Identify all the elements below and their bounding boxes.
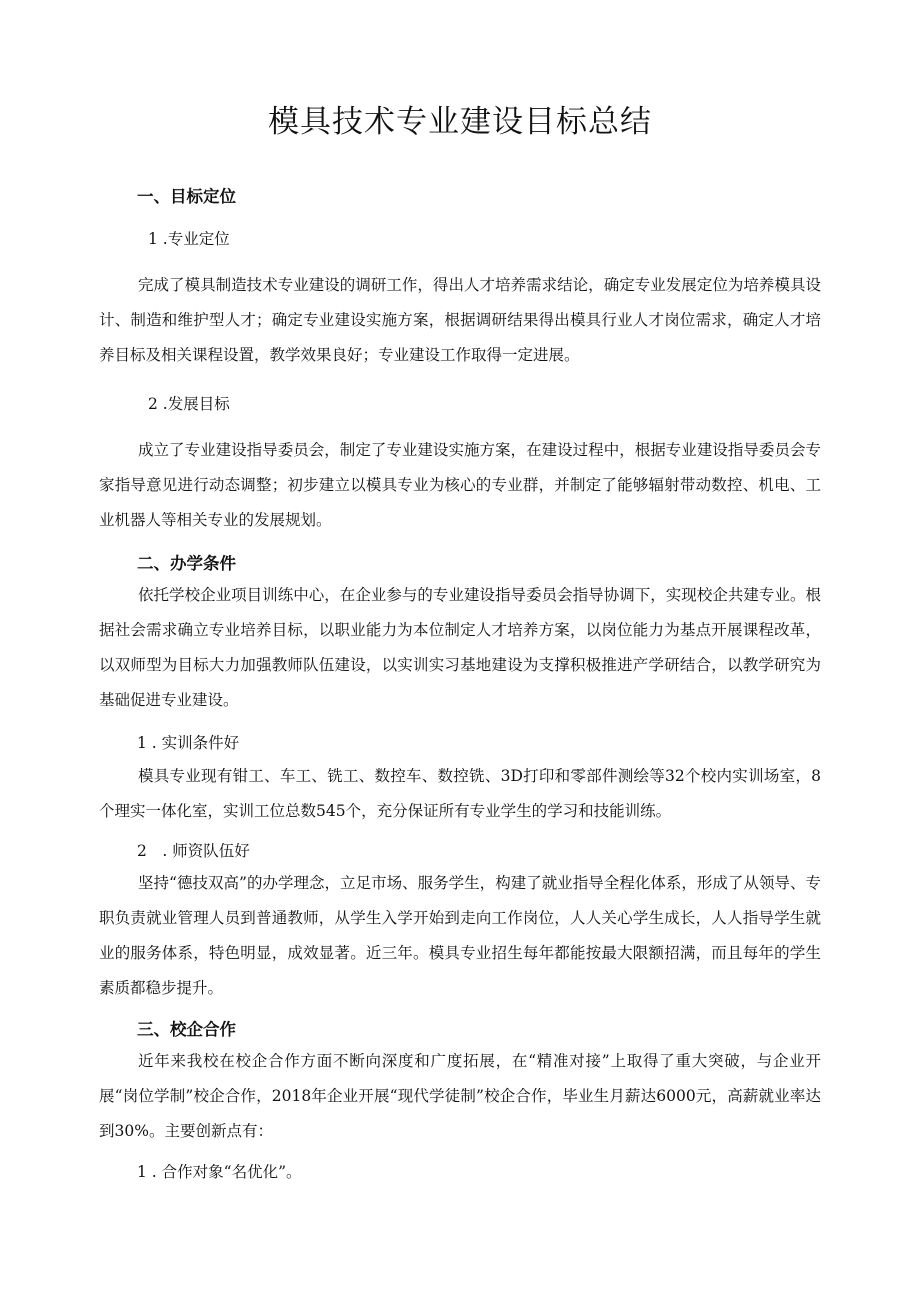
subheading-faculty: 2 . 师资队伍好 (137, 842, 250, 860)
paragraph-school-enterprise-cooperation: 近年来我校在校企合作方面不断向深度和广度拓展，在“精准对接”上取得了重大突破，与企业开展“岗位学制”校企合作，2018年企业开展“现代学徒制”校企合作，毕业生月薪达6000元，高薪就业率达到30%。主要创新点有： (99, 1052, 821, 1140)
section-heading-school-conditions: 二、办学条件 (137, 554, 236, 573)
subheading-training-conditions: 1 . 实训条件好 (137, 734, 240, 752)
paragraph-school-conditions: 依托学校企业项目训练中心，在企业参与的专业建设指导委员会指导协调下，实现校企共建专业。根据社会需求确立专业培养目标，以职业能力为本位制定人才培养方案，以岗位能力为基点开展课程改革，以双师型为目标大力加强教师队伍建设，以实训实习基地建设为支撑积极推进产学研结合，以教学研究为基础促进专业建设。 (99, 586, 821, 709)
paragraph-development-goals: 成立了专业建设指导委员会，制定了专业建设实施方案，在建设过程中，根据专业建设指导委员会专家指导意见进行动态调整；初步建立以模具专业为核心的专业群，并制定了能够辐射带动数控、机电、工业机器人等相关专业的发展规划。 (99, 441, 821, 529)
subheading-development-goals: 2 .发展目标 (148, 395, 230, 413)
section-heading-goal-positioning: 一、目标定位 (137, 187, 236, 206)
paragraph-faculty: 坚持“德技双高”的办学理念，立足市场、服务学生，构建了就业指导全程化体系，形成了从领导、专职负责就业管理人员到普通教师，从学生入学开始到走向工作岗位，人人关心学生成长，人人指导学生就业的服务体系，特色明显，成效显著。近三年。模具专业招生每年都能按最大限额招满，而且每年的学生素质都稳步提升。 (99, 874, 821, 997)
paragraph-professional-positioning: 完成了模具制造技术专业建设的调研工作，得出人才培养需求结论，确定专业发展定位为培养模具设计、制造和维护型人才；确定专业建设实施方案，根据调研结果得出模具行业人才岗位需求，确定人才培养目标及相关课程设置，教学效果良好；专业建设工作取得一定进展。 (99, 276, 821, 364)
paragraph-training-conditions: 模具专业现有钳工、车工、铣工、数控车、数控铣、3D打印和零部件测绘等32个校内实训场室，8个理实一体化室，实训工位总数545个，充分保证所有专业学生的学习和技能训练。 (99, 767, 821, 820)
document-title: 模具技术专业建设目标总结 (268, 104, 652, 140)
section-heading-school-enterprise-cooperation: 三、校企合作 (137, 1020, 236, 1039)
subheading-professional-positioning: 1 .专业定位 (148, 230, 230, 248)
subheading-cooperation-partners: 1 . 合作对象“名优化”。 (137, 1163, 302, 1181)
